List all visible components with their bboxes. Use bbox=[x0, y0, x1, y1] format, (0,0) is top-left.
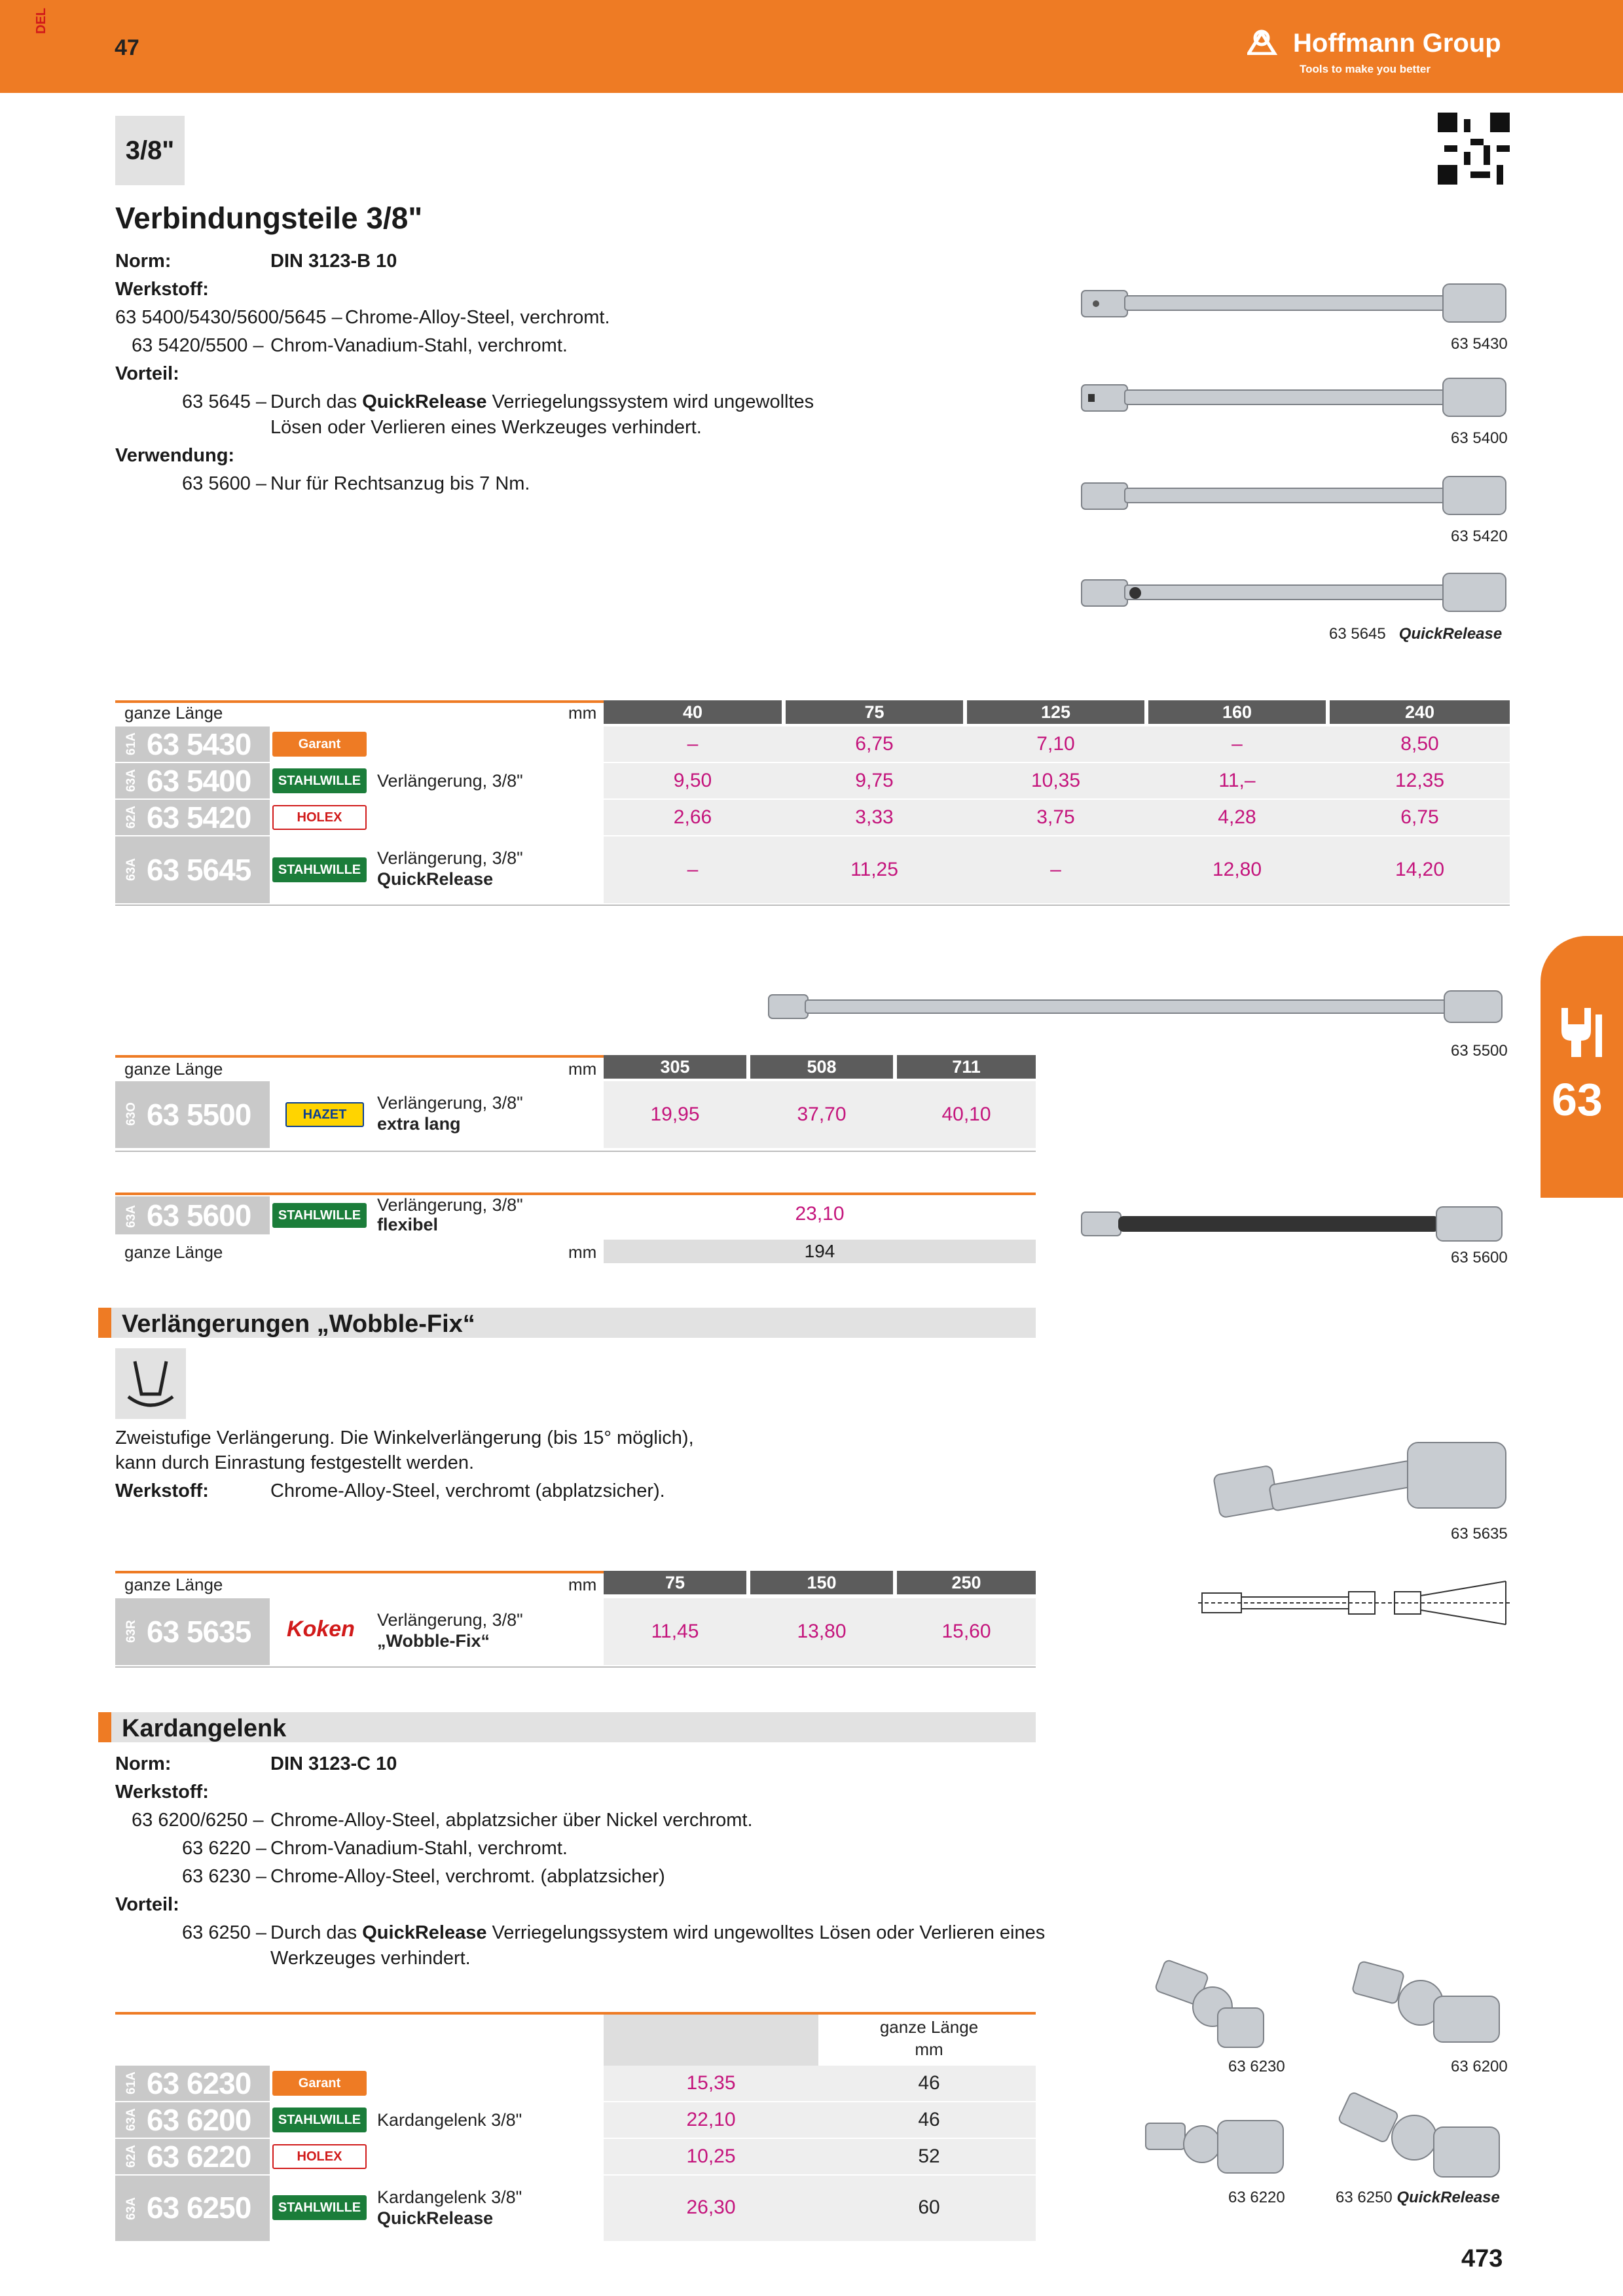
product-caption: 63 5430 bbox=[1451, 335, 1508, 353]
product-caption: 63 6250 QuickRelease bbox=[1336, 2189, 1500, 2206]
table-top-rule bbox=[115, 2012, 1036, 2015]
table-top-rule bbox=[115, 1571, 604, 1573]
length-value: 46 bbox=[918, 2109, 940, 2130]
vorteil-text: Durch das QuickRelease Verriegelungssystem wird ungewolltes Lösen oder Verlieren eines bbox=[270, 1922, 1046, 1943]
extension-bar-image bbox=[1079, 473, 1511, 518]
column-header: 160 bbox=[1148, 700, 1326, 724]
product-description-extra: extra lang bbox=[377, 1114, 461, 1134]
werkstoff-text: Chrome-Alloy-Steel, verchromt. bbox=[345, 307, 610, 328]
column-header: 40 bbox=[604, 700, 782, 724]
price: 19,95 bbox=[650, 1103, 700, 1125]
table-bottom-rule bbox=[115, 905, 1510, 906]
unit-label: mm bbox=[915, 2039, 943, 2059]
universal-joint-image bbox=[1349, 1957, 1512, 2055]
brand-badge-stahlwille: STAHLWILLE bbox=[272, 857, 367, 882]
unit-label: mm bbox=[568, 1242, 597, 1262]
chapter-number: 63 bbox=[1552, 1074, 1603, 1125]
product-description: Verlängerung, 3/8" bbox=[377, 848, 523, 868]
product-caption: 63 6220 bbox=[1228, 2189, 1285, 2206]
product-description: Verlängerung, 3/8" bbox=[377, 771, 523, 791]
price: 22,10 bbox=[686, 2109, 736, 2130]
section-bar-wobble-fix bbox=[98, 1308, 1036, 1338]
product-description-extra: QuickRelease bbox=[377, 869, 494, 889]
price: 11,– bbox=[1218, 770, 1256, 791]
werkstoff-label: Werkstoff: bbox=[115, 1480, 209, 1501]
product-description: Kardangelenk 3/8" bbox=[377, 2110, 522, 2130]
row-prefix: 62A bbox=[124, 2145, 138, 2168]
extension-bar-image bbox=[1079, 569, 1511, 615]
product-caption: 63 5400 bbox=[1451, 429, 1508, 447]
universal-joint-image bbox=[1139, 2108, 1296, 2186]
price: 3,75 bbox=[1036, 806, 1075, 828]
vorteil-label: Vorteil: bbox=[115, 1894, 179, 1915]
table-bottom-rule bbox=[115, 1666, 1036, 1668]
vorteil-code: 63 6250 – bbox=[182, 1922, 267, 1943]
extension-bar-image bbox=[1079, 374, 1511, 420]
price: 10,35 bbox=[1030, 770, 1081, 791]
table-row[interactable] bbox=[115, 1598, 1036, 1665]
product-description: Verlängerung, 3/8" bbox=[377, 1610, 523, 1630]
brand-name: Hoffmann Group bbox=[1293, 29, 1501, 58]
brand-badge-garant: Garant bbox=[272, 732, 367, 757]
row-prefix: 63O bbox=[124, 1102, 138, 1126]
product-caption: 63 5420 bbox=[1451, 528, 1508, 545]
brand-badge-garant: Garant bbox=[272, 2071, 367, 2096]
brand-tagline: Tools to make you better bbox=[1300, 63, 1431, 75]
price: 15,60 bbox=[941, 1621, 991, 1642]
universal-joint-image bbox=[1336, 2088, 1512, 2186]
row-prefix: 61A bbox=[124, 732, 138, 755]
length-value: 46 bbox=[918, 2072, 940, 2094]
werkstoff-codes: 63 6220 – bbox=[182, 1838, 267, 1859]
wobble-angle-icon bbox=[115, 1348, 186, 1419]
price-column-header bbox=[604, 2015, 818, 2066]
length-value: 194 bbox=[604, 1240, 1036, 1263]
language-code: DEL bbox=[34, 8, 48, 34]
qr-code-icon[interactable] bbox=[1438, 113, 1510, 185]
row-prefix: 62A bbox=[124, 806, 138, 829]
price: 23,10 bbox=[795, 1203, 845, 1225]
norm-label: Norm: bbox=[115, 1753, 172, 1774]
brand-badge-koken: Koken bbox=[287, 1616, 355, 1641]
werkstoff-text: Chrome-Alloy-Steel, verchromt. (abplatzsicher) bbox=[270, 1866, 665, 1887]
price: 12,35 bbox=[1395, 770, 1445, 791]
vorteil-code: 63 5645 – bbox=[182, 391, 267, 412]
verwendung-text: Nur für Rechtsanzug bis 7 Nm. bbox=[270, 473, 530, 494]
product-caption: 63 5635 bbox=[1451, 1525, 1508, 1543]
price: – bbox=[1231, 733, 1243, 755]
product-caption: 63 5645 QuickRelease bbox=[1329, 625, 1503, 643]
column-label-length: ganze Länge bbox=[879, 2017, 979, 2037]
column-header: 150 bbox=[750, 1571, 893, 1594]
column-header: 75 bbox=[604, 1571, 746, 1594]
price: 14,20 bbox=[1395, 859, 1445, 880]
table-row[interactable] bbox=[115, 1081, 1036, 1148]
extension-bar-image bbox=[1079, 280, 1511, 326]
row-prefix: 63A bbox=[124, 2108, 138, 2131]
article-number: 63 5600 bbox=[147, 1198, 251, 1232]
brand-badge-holex: HOLEX bbox=[272, 805, 367, 830]
price: 13,80 bbox=[797, 1621, 847, 1642]
verwendung-code: 63 5600 – bbox=[182, 473, 267, 494]
column-header: 711 bbox=[897, 1055, 1036, 1079]
price: 6,75 bbox=[1400, 806, 1439, 828]
vorteil-label: Vorteil: bbox=[115, 363, 179, 384]
universal-joint-image bbox=[1152, 1957, 1270, 2055]
description-text: kann durch Einrastung festgestellt werden. bbox=[115, 1452, 475, 1473]
length-value: 52 bbox=[918, 2145, 940, 2167]
article-number: 63 5420 bbox=[147, 800, 251, 834]
brand-badge-holex: HOLEX bbox=[272, 2144, 367, 2169]
column-label-length: ganze Länge bbox=[124, 1059, 223, 1079]
price: 3,33 bbox=[855, 806, 894, 828]
price: 9,50 bbox=[673, 770, 712, 791]
product-caption: 63 6230 bbox=[1228, 2058, 1285, 2075]
werkstoff-codes: 63 5420/5500 – bbox=[132, 335, 264, 356]
column-header: 508 bbox=[750, 1055, 893, 1079]
werkstoff-label: Werkstoff: bbox=[115, 1782, 209, 1803]
product-description-extra: flexibel bbox=[377, 1215, 439, 1234]
price: 40,10 bbox=[941, 1103, 991, 1125]
unit-label: mm bbox=[568, 1059, 597, 1079]
table-row[interactable] bbox=[115, 763, 1510, 798]
article-number: 63 5430 bbox=[147, 727, 251, 761]
brand-badge-stahlwille: STAHLWILLE bbox=[272, 2108, 367, 2132]
article-number: 63 5500 bbox=[147, 1098, 251, 1132]
werkstoff-text: Chrome-Alloy-Steel, abplatzsicher über Nickel verchromt. bbox=[270, 1810, 753, 1831]
price: 9,75 bbox=[855, 770, 894, 791]
page-number: 473 bbox=[1461, 2245, 1503, 2272]
product-caption: 63 6200 bbox=[1451, 2058, 1508, 2075]
brand-badge-stahlwille: STAHLWILLE bbox=[272, 768, 367, 793]
product-caption: 63 5600 bbox=[1451, 1249, 1508, 1266]
row-prefix: 63A bbox=[124, 769, 138, 792]
column-header: 240 bbox=[1330, 700, 1510, 724]
price: 2,66 bbox=[673, 806, 712, 828]
article-number: 63 6230 bbox=[147, 2066, 251, 2100]
column-label-length: ganze Länge bbox=[124, 703, 223, 723]
product-description: Verlängerung, 3/8" bbox=[377, 1093, 523, 1113]
article-number: 63 5635 bbox=[147, 1615, 251, 1649]
price: 7,10 bbox=[1036, 733, 1075, 755]
column-label-length: ganze Länge bbox=[124, 1575, 223, 1594]
vorteil-text: Durch das QuickRelease Verriegelungssystem wird ungewolltes bbox=[270, 391, 814, 412]
column-label-length: ganze Länge bbox=[124, 1242, 223, 1262]
article-number: 63 6200 bbox=[147, 2103, 251, 2137]
article-number: 63 6250 bbox=[147, 2191, 251, 2225]
section-title: Verlängerungen „Wobble-Fix“ bbox=[122, 1310, 475, 1338]
price: 26,30 bbox=[686, 2197, 736, 2218]
table-row[interactable] bbox=[115, 2176, 1036, 2241]
table-top-rule bbox=[115, 700, 604, 703]
vorteil-text-line2: Lösen oder Verlieren eines Werkzeuges verhindert. bbox=[270, 417, 702, 438]
unit-label: mm bbox=[568, 703, 597, 723]
column-header: 250 bbox=[897, 1571, 1036, 1594]
werkstoff-text: Chrom-Vanadium-Stahl, verchromt. bbox=[270, 335, 568, 356]
row-prefix: 63R bbox=[124, 1620, 138, 1643]
table-row[interactable] bbox=[115, 2102, 1036, 2138]
price: 11,45 bbox=[651, 1621, 699, 1642]
product-description: Kardangelenk 3/8" bbox=[377, 2187, 522, 2207]
section-title-verbindungsteile: Verbindungsteile 3/8" bbox=[115, 201, 423, 235]
price: 11,25 bbox=[850, 859, 898, 880]
article-number: 63 5400 bbox=[147, 764, 251, 798]
vorteil-text-line2: Werkzeuges verhindert. bbox=[270, 1948, 471, 1969]
price: 37,70 bbox=[797, 1103, 847, 1125]
flexible-extension-image bbox=[1079, 1204, 1511, 1244]
wobble-extension-image bbox=[1211, 1433, 1512, 1532]
werkstoff-codes: 63 6230 – bbox=[182, 1866, 267, 1887]
price: – bbox=[687, 859, 699, 880]
row-prefix: 63A bbox=[124, 858, 138, 881]
extension-bar-image bbox=[766, 988, 1506, 1025]
table-row[interactable] bbox=[115, 726, 1510, 762]
product-caption: 63 5500 bbox=[1451, 1042, 1508, 1060]
article-number: 63 5645 bbox=[147, 853, 251, 887]
section-bar-kardangelenk bbox=[98, 1712, 1036, 1742]
brand-badge-hazet: HAZET bbox=[285, 1102, 364, 1127]
row-prefix: 61A bbox=[124, 2072, 138, 2094]
unit-label: mm bbox=[568, 1575, 597, 1594]
table-row[interactable] bbox=[115, 800, 1510, 835]
column-header: 75 bbox=[786, 700, 963, 724]
price: 4,28 bbox=[1218, 806, 1256, 828]
price: 15,35 bbox=[686, 2072, 736, 2094]
norm-label: Norm: bbox=[115, 251, 172, 272]
row-prefix: 63A bbox=[124, 1205, 138, 1228]
article-number: 63 6220 bbox=[147, 2140, 251, 2174]
price: – bbox=[687, 733, 699, 755]
table-top-rule bbox=[115, 1055, 604, 1058]
brand-badge-stahlwille: STAHLWILLE bbox=[272, 2195, 367, 2220]
price: 6,75 bbox=[855, 733, 894, 755]
price: – bbox=[1050, 859, 1061, 880]
wrench-icon bbox=[1555, 1001, 1607, 1060]
werkstoff-codes: 63 6200/6250 – bbox=[132, 1810, 264, 1831]
column-header: 305 bbox=[604, 1055, 746, 1079]
size-chip: 3/8" bbox=[115, 116, 185, 185]
verwendung-label: Verwendung: bbox=[115, 445, 235, 466]
description-text: Zweistufige Verlängerung. Die Winkelverlängerung (bis 15° möglich), bbox=[115, 1427, 694, 1448]
table-top-rule bbox=[115, 1193, 1036, 1195]
norm-value: DIN 3123-C 10 bbox=[270, 1753, 397, 1774]
werkstoff-label: Werkstoff: bbox=[115, 279, 209, 300]
chapter-tab[interactable] bbox=[1541, 936, 1623, 1198]
werkstoff-text: Chrome-Alloy-Steel, verchromt (abplatzsicher). bbox=[270, 1480, 665, 1501]
section-title: Kardangelenk bbox=[122, 1715, 287, 1742]
product-description-extra: „Wobble-Fix“ bbox=[377, 1631, 490, 1651]
row-prefix: 63A bbox=[124, 2197, 138, 2220]
price: 8,50 bbox=[1400, 733, 1439, 755]
product-description: Verlängerung, 3/8" bbox=[377, 1195, 523, 1215]
page-number-left: 47 bbox=[115, 35, 139, 60]
werkstoff-text: Chrom-Vanadium-Stahl, verchromt. bbox=[270, 1838, 568, 1859]
table-row[interactable] bbox=[115, 2066, 1036, 2101]
length-value: 60 bbox=[918, 2197, 940, 2218]
table-bottom-rule bbox=[115, 1151, 1036, 1152]
werkstoff-codes: 63 5400/5430/5600/5645 – bbox=[115, 307, 342, 328]
brand-badge-stahlwille: STAHLWILLE bbox=[272, 1203, 367, 1228]
hoffmann-logo-icon bbox=[1247, 29, 1288, 55]
column-header: 125 bbox=[967, 700, 1144, 724]
price: 12,80 bbox=[1212, 859, 1262, 880]
product-description-extra: QuickRelease bbox=[377, 2208, 494, 2228]
norm-value: DIN 3123-B 10 bbox=[270, 251, 397, 272]
technical-drawing-image bbox=[1198, 1577, 1512, 1630]
table-row[interactable] bbox=[115, 2139, 1036, 2174]
table-row[interactable] bbox=[115, 836, 1510, 903]
price: 10,25 bbox=[686, 2145, 736, 2167]
